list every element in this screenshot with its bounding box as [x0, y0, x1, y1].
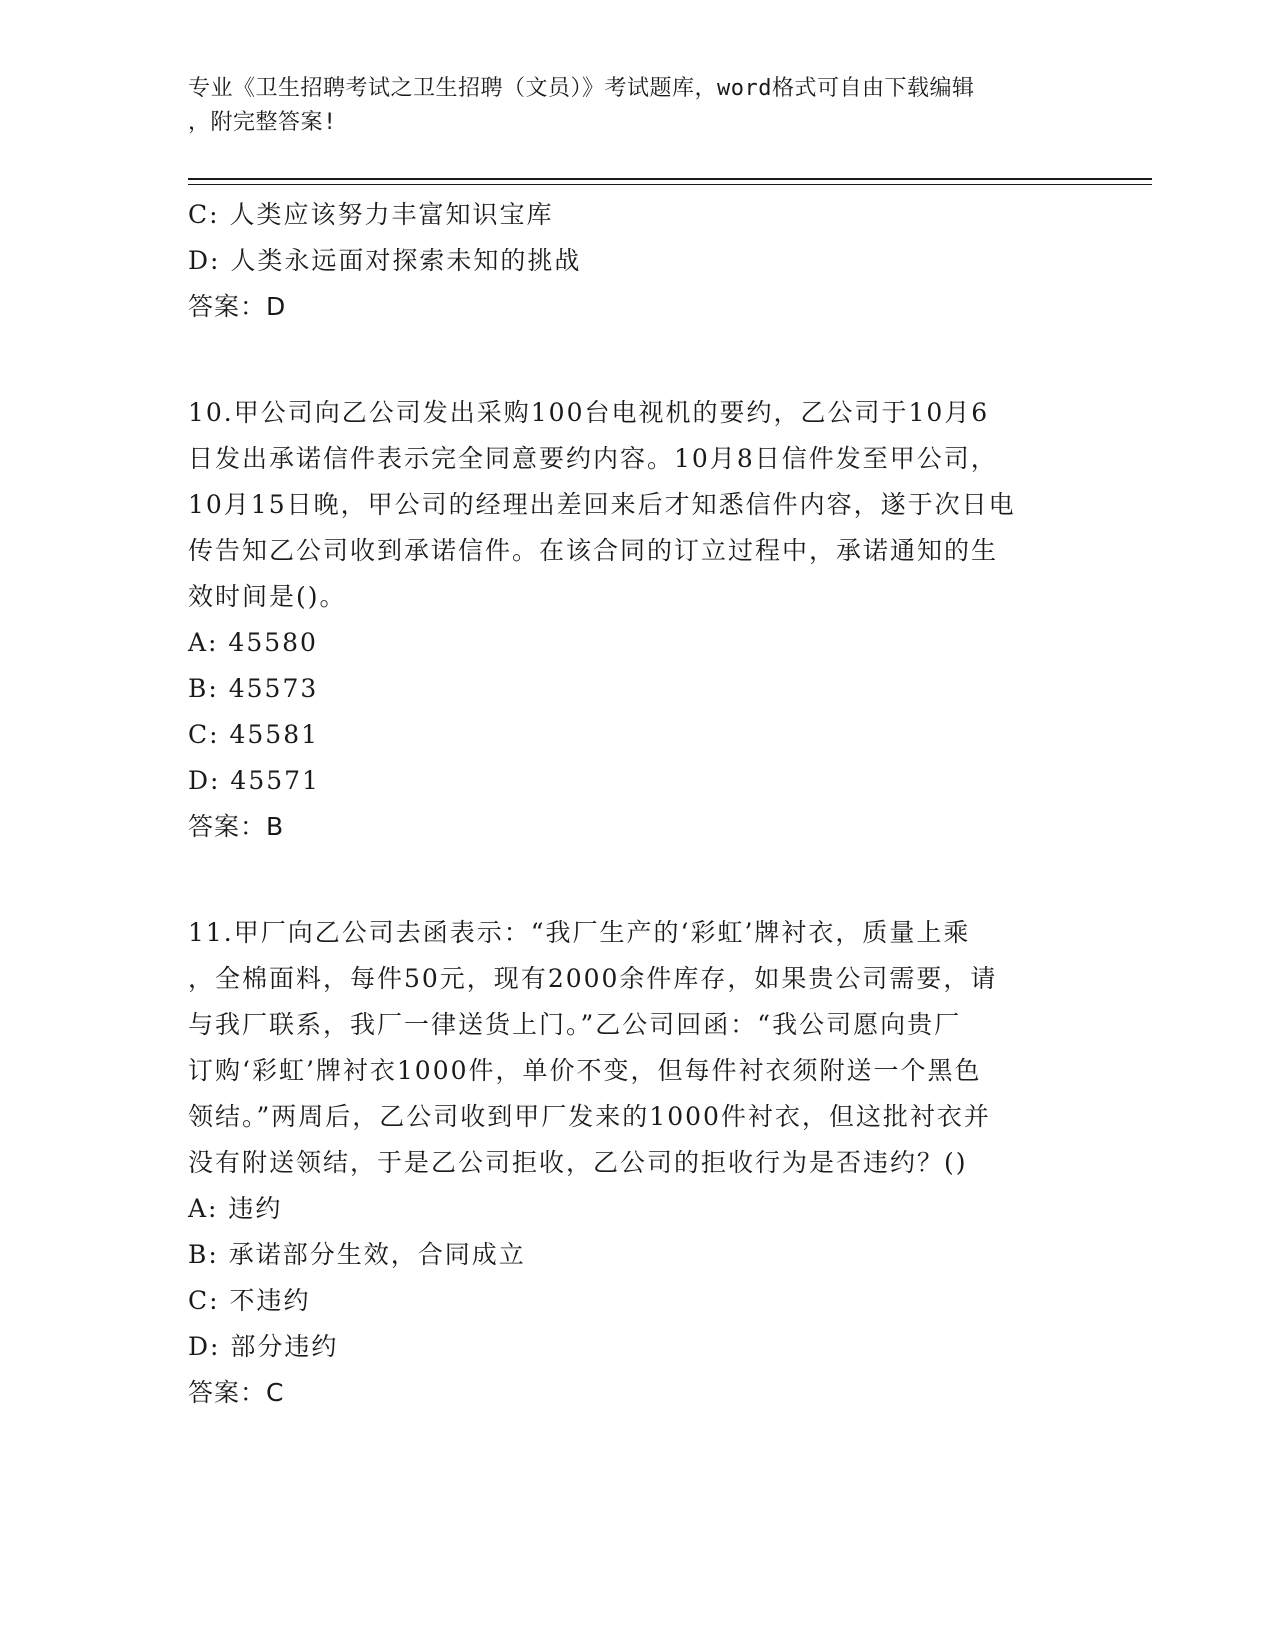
question-9-tail [188, 192, 1088, 330]
header-divider-thin [188, 184, 1152, 185]
header-title-line-2: ，附完整答案! [188, 110, 337, 135]
q11-stem-line: ，全棉面料，每件50元，现有2000余件库存，如果贵公司需要，请 [188, 964, 998, 993]
q9-answer: 答案：D [188, 292, 287, 321]
document-header [188, 72, 1068, 140]
q10-answer: 答案：B [188, 812, 285, 841]
q11-stem-line: 11.甲厂向乙公司去函表示：“我厂生产的‘彩虹’牌衬衣，质量上乘 [188, 918, 971, 947]
q10-stem-line: 效时间是()。 [188, 582, 347, 611]
q9-option-d: D: 人类永远面对探索未知的挑战 [188, 246, 582, 275]
q10-option-d: D: 45571 [188, 766, 320, 795]
q11-option-c: C: 不违约 [188, 1286, 311, 1315]
q11-stem-line: 没有附送领结，于是乙公司拒收，乙公司的拒收行为是否违约？() [188, 1148, 968, 1177]
q11-stem-line: 与我厂联系，我厂一律送货上门。”乙公司回函：“我公司愿向贵厂 [188, 1010, 962, 1039]
q11-answer: 答案：C [188, 1378, 285, 1407]
q10-stem-line: 日发出承诺信件表示完全同意要约内容。10月8日信件发至甲公司， [188, 444, 998, 473]
q10-option-b: B: 45573 [188, 674, 319, 703]
spacer [188, 330, 1088, 390]
header-title-line-1: 专业《卫生招聘考试之卫生招聘（文员）》考试题库，word格式可自由下载编辑 [188, 76, 975, 101]
header-divider-thick [188, 178, 1152, 180]
question-10 [188, 390, 1088, 850]
q11-option-a: A: 违约 [188, 1194, 283, 1223]
q9-option-c: C: 人类应该努力丰富知识宝库 [188, 200, 554, 229]
spacer [188, 850, 1088, 910]
document-body [188, 192, 1088, 1416]
question-11 [188, 910, 1088, 1416]
q11-option-d: D: 部分违约 [188, 1332, 339, 1361]
q10-stem-line: 传告知乙公司收到承诺信件。在该合同的订立过程中，承诺通知的生 [188, 536, 999, 565]
q10-stem-line: 10.甲公司向乙公司发出采购100台电视机的要约，乙公司于10月6 [188, 398, 990, 427]
q11-option-b: B: 承诺部分生效，合同成立 [188, 1240, 526, 1269]
q10-option-a: A: 45580 [188, 628, 318, 657]
q10-stem-line: 10月15日晚，甲公司的经理出差回来后才知悉信件内容，遂于次日电 [188, 490, 1016, 519]
q10-option-c: C: 45581 [188, 720, 320, 749]
q11-stem-line: 订购‘彩虹’牌衬衣1000件，单价不变，但每件衬衣须附送一个黑色 [188, 1056, 982, 1085]
q11-stem-line: 领结。”两周后，乙公司收到甲厂发来的1000件衬衣，但这批衬衣并 [188, 1102, 991, 1131]
